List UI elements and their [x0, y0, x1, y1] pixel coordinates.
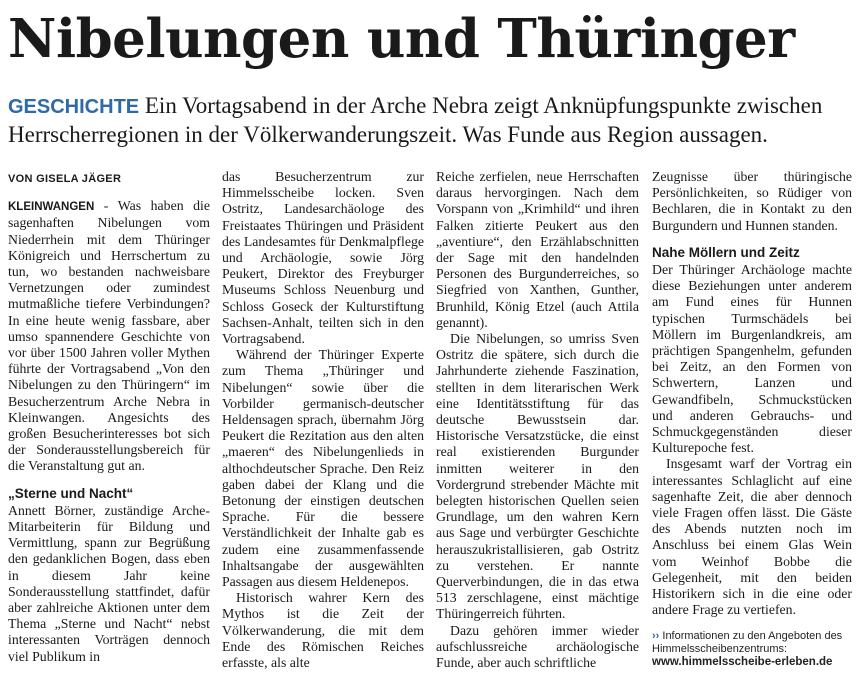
subheading-sterne-und-nacht: „Sterne und Nacht“: [8, 485, 134, 501]
dateline: KLEINWANGEN: [8, 201, 95, 214]
byline: VON GISELA JÄGER: [8, 173, 122, 185]
paragraph: Zeugnisse über thüringische Persönlichkeiten, so Rüdiger von Bechlaren, die in Kontakt zu den Burgundern und Hunnen standen.: [652, 169, 852, 233]
paragraph: Historisch wahrer Kern des Mythos ist die Zeit der Völkerwanderung, die mit dem Ende des Römischen Reiches erfasste, als alte: [222, 590, 424, 671]
headline: Nibelungen und Thüringer: [8, 8, 795, 70]
paragraph: Insgesamt warf der Vortrag ein interessantes Schlaglicht auf eine sagenhafte Zeit, die aber dennoch viele Fragen offen lässt. Die Gäste des Abends nutzten noch im Anschluss bei einem Glas Wein vom Weinhof Bobbe die Gelegenheit, mit den beiden Historikern sich in die eine oder andere Frage zu vertiefen.: [652, 456, 852, 618]
deck-text: Ein Vortagsabend in der Arche Nebra zeigt Anknüpfungspunkte zwischen Herrscherregionen in der Völkerwanderungszeit. Was Funde aus Region aussagen.: [8, 93, 823, 147]
paragraph: Während der Thüringer Experte zum Thema „Thüringer und Nibelungen“ sowie über die Vorbilder germanisch-deutscher Heldensagen sprach, übernahm Jörg Peukert die Rezitation aus den alten „maeren“ des Nibelungenlieds in althochdeutscher Sprache. Den Reiz gaben dabei der Klang und die Betonung der einstigen deutschen Sprache. Für die bessere Verständlichkeit der Inhalte gab es zudem eine zusammenfassende Inhaltsangabe der ausgewählten Passagen aus diesem Heldenepos.: [222, 347, 424, 590]
paragraph: Reiche zerfielen, neue Herrschaften daraus hervorgingen. Nach dem Vorspann von „Krimhild“ und ihren Falken zitierte Peukert aus den „aventiure“, den Erzählabschnitten der Sage mit den handelnden Personen des Burgunderreiches, so Siegfried von Xanthen, Gunther, Brunhild, König Etzel (auch Attila genannt).: [436, 169, 639, 330]
deck: [8, 92, 850, 148]
deck-kicker: GESCHICHTE: [8, 96, 140, 118]
paragraph: Die Nibelungen, so umriss Sven Ostritz die spätere, sich durch die Jahrhunderte ziehende Faszination, stellten in dem literarischen Werk eine Identitätsstiftung für das deutsche Bewusstsein dar. Historische Versatzstücke, die einst real existierenden Burgunder inmitten weiterer in den Vordergrund strebender Mächte mit belegten historischen Quellen seien Grundlage, um den wahren Kern aus Sage und verbürgter Geschichte herauszukristallisieren, gab Ostritz zu verstehen. Er nannte Querverbindungen, die in das etwa 513 zerschlagene, einst mächtige Thüringerreich führten.: [436, 331, 639, 622]
article-column-4: [652, 169, 852, 669]
paragraph: Annett Börner, zuständige Arche-Mitarbeiterin für Bildung und Vermittlung, spann zur Begrüßung den gedanklichen Bogen, dass eben in diesem Jahr keine Sonderausstellung stattfindet, dafür aber zahlreiche Aktionen unter dem Thema „Sterne und Nacht“ nebst interessanten Vorträgen dennoch viel Publikum in: [8, 502, 210, 664]
subheading-nahe-moellern-und-zeitz: Nahe Möllern und Zeitz: [652, 244, 800, 260]
paragraph: das Besucherzentrum zur Himmelsscheibe locken. Sven Ostritz, Landesarchäologe des Freistaates Thüringen und Präsident des Landesamtes für Denkmalpflege und Archäologie, sowie Jörg Peukert, Direktor des Freyburger Museums Schloss Neuenburg und Schloss Goseck der Kulturstiftung Sachsen-Anhalt, teilten sich in den Vortragsabend.: [222, 169, 424, 347]
info-text: Informationen zu den Angeboten des Himmelsscheibenzentrums:: [652, 630, 843, 656]
double-chevron-right-icon: ››: [652, 630, 660, 643]
info-box: [652, 630, 852, 669]
paragraph: Der Thüringer Archäologe machte diese Beziehungen unter anderem am Fund eines für Hunnen typischen Turmschädels bei Möllern im Burgenlandkreis, am prächtigen Spangenhelm, gefunden bei Zeitz, an den Formen von Schwertern, Lanzen und Gewandfibeln, Schmuckstücken und anderen Gebrauchs- und Schmuckgegenständen dieser Kulturepoche fest.: [652, 262, 852, 456]
paragraph: [8, 198, 210, 474]
article-column-3: [436, 169, 639, 671]
paragraph: Dazu gehören immer wieder aufschlussreiche archäologische Funde, aber auch schriftliche: [436, 622, 639, 671]
website-link[interactable]: www.himmelsscheibe-erleben.de: [652, 656, 833, 669]
paragraph-text: - Was haben die sagenhaften Nibelungen vom Niederrhein mit dem Thüringer Königreich und Herrschertum zu tun, wo bestanden nachweisbare Vernetzungen oder zumindest mutmaßliche tiefere Verbindungen? In eine heute wenig fassbare, aber umso spannendere Geschichte von vor über 1500 Jahren voller Mythen führte der Vortragsabend „Von den Nibelungen zu den Thüringern“ im Besucherzentrum Arche Nebra in Kleinwangen. Angesichts des großen Besucherinteresses bot sich der Sonderausstellungsbereich für die Veranstaltung gut an.: [8, 198, 210, 474]
article-column-1: [8, 169, 210, 665]
article-column-2: [222, 169, 424, 671]
